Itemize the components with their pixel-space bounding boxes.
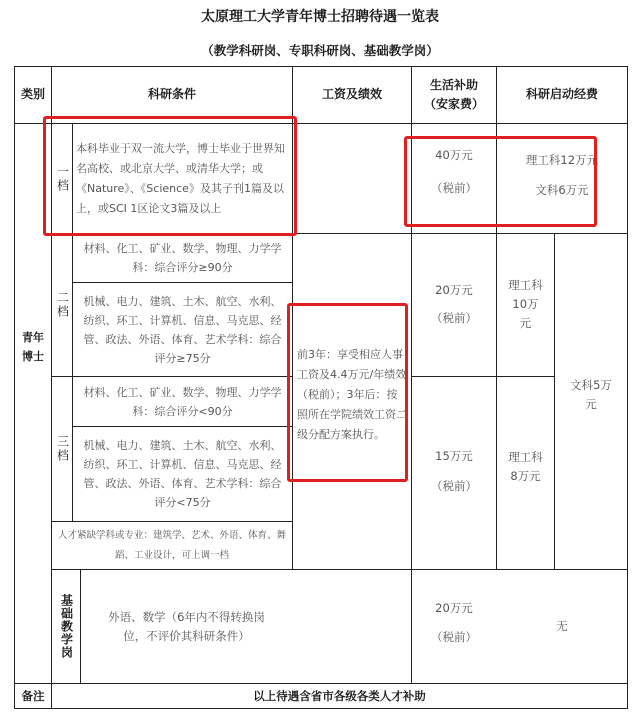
tier2-condition-b: 机械、电力、建筑、土木、航空、水利、纺织、环工、计算机、信息、马克思、经管、政法、外语、体育、艺术学科：综合评分≥75分 [83,294,282,365]
tier3-fund-sci: 理工科8万元 [508,450,543,483]
basic-subsidy-note: （税前） [431,629,477,644]
category-label: 青年博士 [22,330,44,363]
header-category: 类别 [20,87,45,101]
page-title: 太原理工大学青年博士招聘待遇一览表 [201,9,439,25]
tier1-fund-sci: 理工科12万元 [525,152,599,167]
tier1-fund-arts: 文科6万元 [535,182,589,197]
tier1-label: 一档 [55,164,70,193]
header-salary: 工资及绩效 [321,87,382,101]
tier2-label: 二档 [55,291,70,319]
header-startup-fund: 科研启动经费 [525,87,598,101]
header-living-subsidy: 生活补助（安家费） [424,77,485,111]
highlight-salary [287,303,408,482]
tier1-subsidy-note: （税前） [431,180,477,195]
tier2-condition-a: 材料、化工、矿业、数学、物理、力学学科：综合评分≥90分 [83,242,282,274]
tier3-label: 三档 [55,435,70,463]
tier3-condition-b: 机械、电力、建筑、土木、航空、水利、纺织、环工、计算机、信息、马克思、经管、政法、外语、体育、艺术学科：综合评分<75分 [83,439,282,509]
tier2-subsidy-note: （税前） [431,310,477,325]
basic-subsidy: 20万元 [435,600,473,615]
highlight-tier1-conditions [43,116,297,236]
page-subtitle: （教学科研岗、专职科研岗、基础教学岗） [201,43,439,58]
tier2-fund-sci: 理工科10万元 [508,277,543,330]
tier3-condition-a: 材料、化工、矿业、数学、物理、力学学科：综合评分<90分 [83,385,282,418]
basic-conditions: 外语、数学（6年内不得转换岗位，不评价其科研条件） [108,609,265,643]
basic-fund: 无 [556,619,568,633]
highlight-tier1-benefits [404,136,597,227]
remark-text: 以上待遇含省市各级各类人才补助 [253,688,426,703]
special-note: 人才紧缺学科或专业：建筑学、艺术、外语、体育、舞蹈、工业设计，可上调一档 [58,529,287,561]
tier1-conditions: 本科毕业于双一流大学，博士毕业于世界知名高校、或北京大学、或清华大学；或《Nature》、《Science》及其子刊1篇及以上，或SCI 1区论文3篇及以上 [76,141,285,215]
salary-text: 前3年：享受相应人事工资及4.4万元/年绩效（税前）；3年后：按照所在学院绩效工资二级分配方案执行。 [297,348,407,441]
remark-label: 备注 [21,688,45,703]
basic-label: 基础教学岗 [59,594,74,659]
tier1-subsidy: 40万元 [435,147,473,162]
tier3-subsidy-note: （税前） [431,478,477,493]
header-research-conditions: 科研条件 [147,87,196,101]
tier3-subsidy: 15万元 [435,448,473,463]
tier2-subsidy: 20万元 [435,282,473,297]
fund-arts-shared: 文科5万元 [570,378,612,411]
